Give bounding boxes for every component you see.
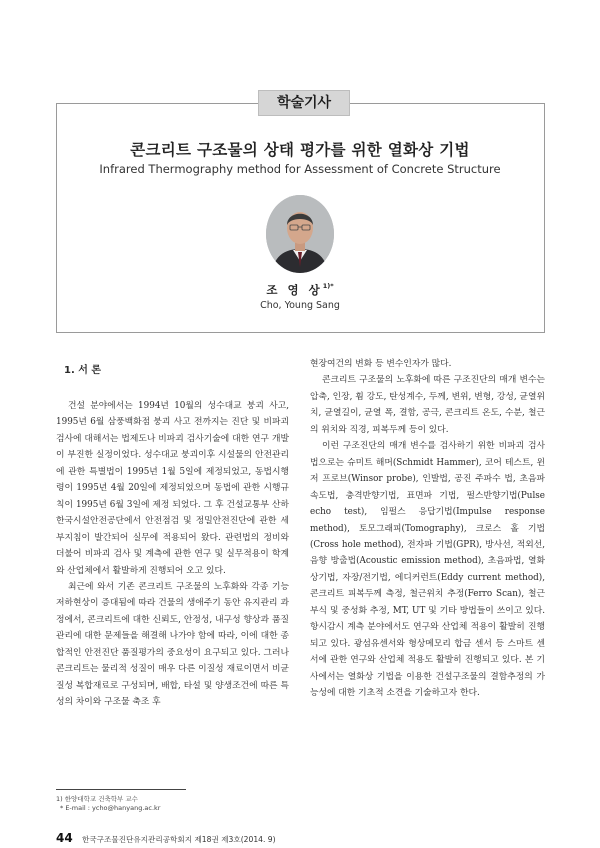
footnote-email: * E-mail : ycho@hanyang.ac.kr [60, 804, 161, 812]
author-photo [266, 195, 334, 273]
journal-info: 한국구조물진단유지관리공학회지 제18권 제3호(2014. 9) [82, 835, 276, 844]
page-number: 44 [56, 831, 73, 845]
author-name-korean [0, 282, 600, 298]
author-name-ko-text: 조 영 상 [266, 283, 323, 297]
body-paragraph: 콘크리트 구조물의 노후화에 따른 구조진단의 매개 변수는 압축, 인장, 휨 강도, 탄성계수, 두께, 변위, 변형, 강성, 균열위치, 균열길이, 균열 폭, 결함, 공극, 콘크리트 온도, 수분, 철근의 위치와 직경, 피복두께 등이 있다. [310, 375, 545, 435]
body-paragraph: 건설 분야에서는 1994년 10월의 성수대교 붕괴 사고, 1995년 6월 삼풍백화점 붕괴 사고 전까지는 진단 및 비파괴 검사에 대해서는 법제도나 비파괴 검사기술에 대한 연구 개발이 부진한 실정이었다. 성수대교 붕괴이후 시설물의 안전관리에 관한 특별법이 1995년 1월 5일에 제정되었고, 동법시행령이 1995년 4월 20일에 제정되었으며 동법에 관한 시행규칙이 1995년 6월 3일에 제정 되었다. 그 후 건설교통부 산하 한국시설안전공단에서 안전점검 및 정밀안전진단에 관한 세부지침이 발간되어 실무에 적용되어 왔다. 관련법의 정비와 더불어 비파괴 검사 및 계측에 관한 연구 및 실무적용이 학계와 산업체에서 활발하게 진행되어 오고 있다. [56, 401, 289, 576]
body-paragraph: 이런 구조진단의 매개 변수를 검사하기 위한 비파괴 검사법으로는 슈미트 해머(Schmidt Hammer), 코어 테스트, 윈저 프로브(Winsor probe), 인발법, 공진 주파수 법, 초음파 속도법, 충격반향기법, 표면파 기법, 펄스반향기법(Pulse echo test), 임펄스 응답기법(Impulse response method), 토모그래피(Tomography), 크로스 홀 기법(Cross hole method), 전자파 기법(GPR), 방사선, 적외선, 음향 방출법(Acoustic emission method), 초음파법, 열화상기법, 자장/전기법, 에디커런트(Eddy current method), 콘크리트 피복두께 측정, 철근위치 추정(Ferro Scan), 철근부식 및 중성화 추정, MT, UT 및 기타 방법들이 쓰이고 있다. 항시감시 계측 분야에서도 연구와 산업체 적용이 활발히 진행되고 있다. 광섬유센서와 형상메모리 합금 센서 등 스마트 센서에 관한 연구와 산업체 적용도 활발히 진행되고 있다. 본 기사에서는 열화상 기법을 이용한 건설구조물의 결함추정의 가능성에 대한 기초적 소견을 기술하고자 한다. [310, 441, 545, 699]
body-paragraph: 현장여건의 변화 등 변수인자가 많다. [310, 359, 452, 369]
author-name-english: Cho, Young Sang [260, 300, 340, 311]
author-portrait-image [266, 195, 334, 273]
footnote-affiliation: 1) 한양대학교 건축학부 교수 [56, 795, 138, 803]
author-affiliation-mark: 1)* [322, 282, 334, 290]
left-column [56, 358, 289, 711]
footnote-divider [56, 789, 186, 790]
section-tag: 학술기사 [258, 90, 350, 116]
right-column [310, 356, 545, 702]
section-heading: 1. 서 론 [64, 365, 102, 376]
title-english: Infrared Thermography method for Assessment of Concrete Structure [99, 162, 501, 176]
title-korean: 콘크리트 구조물의 상태 평가를 위한 열화상 기법 [130, 140, 470, 159]
body-paragraph: 최근에 와서 기존 콘크리트 구조물의 노후화와 각종 기능저하현상이 증대됨에 따라 건물의 생애주기 동안 유지관리 과정에서, 콘크리트에 대한 신뢰도, 안정성, 내구성 향상과 품질관리에 대한 문제들을 해결해 나가야 함에 따라, 이에 대한 종합적인 안전진단 품질평가의 중요성이 요구되고 있다. 그러나 콘크리트는 물리적 성질이 매우 다른 이질성 재료이면서 비균질성 복합재료로 구성되며, 배합, 타설 및 양생조건에 따른 특성의 차이와 구조물 축조 후 [56, 581, 289, 708]
